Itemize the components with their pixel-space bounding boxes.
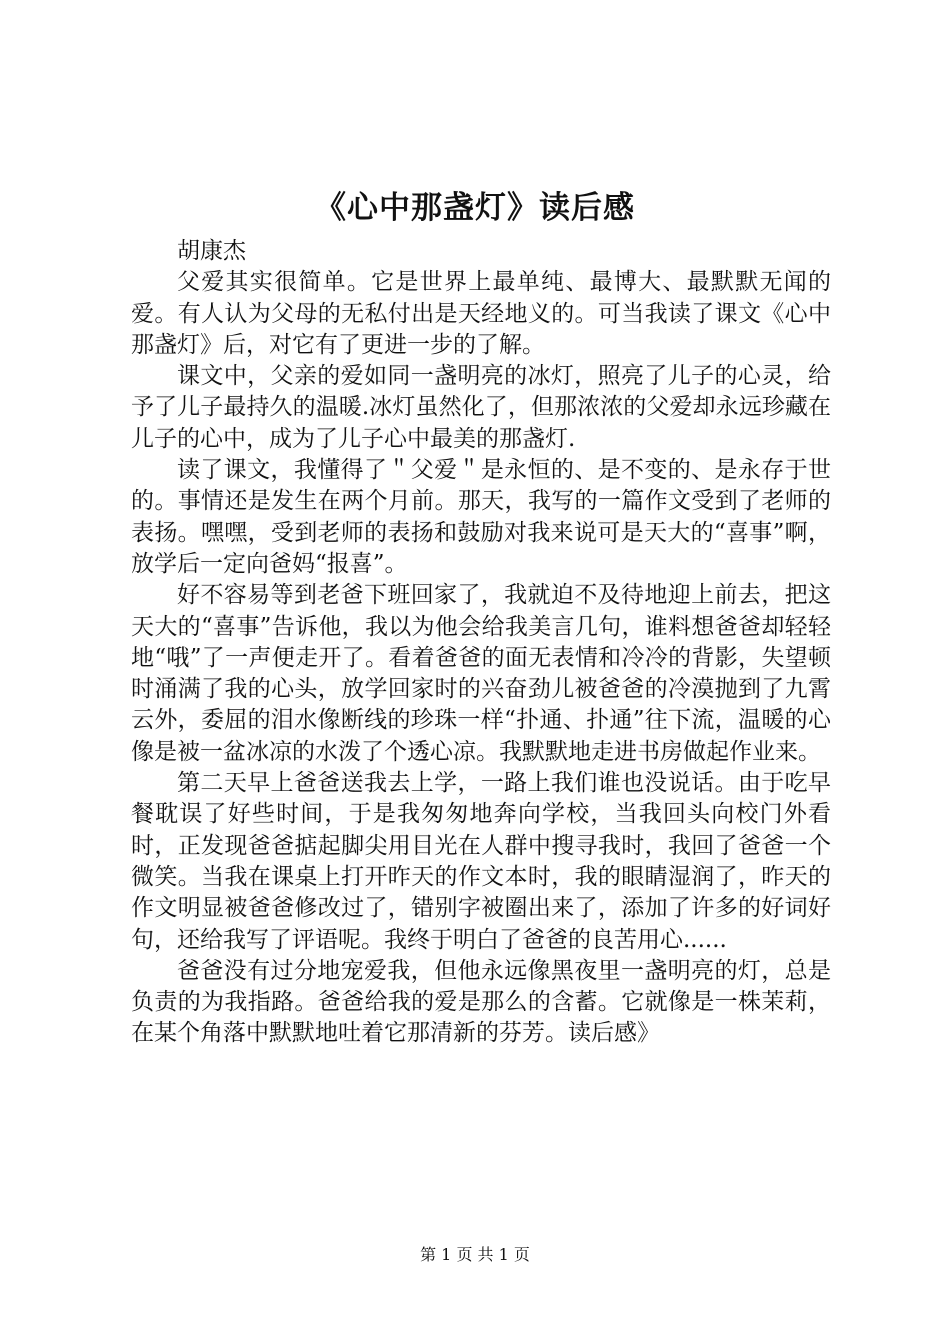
author-name: 胡康杰 bbox=[177, 238, 246, 264]
paragraph: 好不容易等到老爸下班回家了，我就迫不及待地迎上前去，把这天大的“喜事”告诉他，我以为他会给我美言几句，谁料想爸爸却轻轻地“哦”了一声便走开了。看着爸爸的面无表情和冷冷的背影，失望顿时涌满了我的心头，放学回家时的兴奋劲儿被爸爸的冷漠抛到了九霄云外，委屈的泪水像断线的珍珠一样“扑通、扑通”往下流，温暖的心像是被一盆冰凉的水泼了个透心凉。我默默地走进书房做起作业来。 bbox=[131, 582, 831, 765]
page-footer: 第 1 页 共 1 页 bbox=[420, 1245, 530, 1264]
paragraph: 课文中，父亲的爱如同一盏明亮的冰灯，照亮了儿子的心灵，给予了儿子最持久的温暖.冰灯虽然化了，但那浓浓的父爱却永远珍藏在儿子的心中，成为了儿子心中最美的那盏灯. bbox=[131, 363, 831, 452]
paragraph: 读了课文，我懂得了＂父爱＂是永恒的、是不变的、是永存于世的。事情还是发生在两个月前。那天，我写的一篇作文受到了老师的表扬。嘿嘿，受到老师的表扬和鼓励对我来说可是天大的“喜事”啊，放学后一定向爸妈“报喜”。 bbox=[131, 457, 831, 577]
paragraph: 父爱其实很简单。它是世界上最单纯、最博大、最默默无闻的爱。有人认为父母的无私付出是天经地义的。可当我读了课文《心中那盏灯》后，对它有了更进一步的了解。 bbox=[131, 269, 831, 358]
document-title: 《心中那盏灯》读后感 bbox=[315, 190, 635, 226]
paragraph: 第二天早上爸爸送我去上学，一路上我们谁也没说话。由于吃早餐耽误了好些时间，于是我匆匆地奔向学校，当我回头向校门外看时，正发现爸爸掂起脚尖用目光在人群中搜寻我时，我回了爸爸一个微笑。当我在课桌上打开昨天的作文本时，我的眼睛湿润了，昨天的作文明显被爸爸修改过了，错别字被圈出来了，添加了许多的好词好句，还给我写了评语呢。我终于明白了爸爸的良苦用心...... bbox=[131, 770, 831, 953]
document-body bbox=[131, 236, 831, 1050]
paragraph: 爸爸没有过分地宠爱我，但他永远像黑夜里一盏明亮的灯，总是负责的为我指路。爸爸给我的爱是那么的含蓄。它就像是一株茉莉，在某个角落中默默地吐着它那清新的芬芳。读后感》 bbox=[131, 957, 831, 1047]
